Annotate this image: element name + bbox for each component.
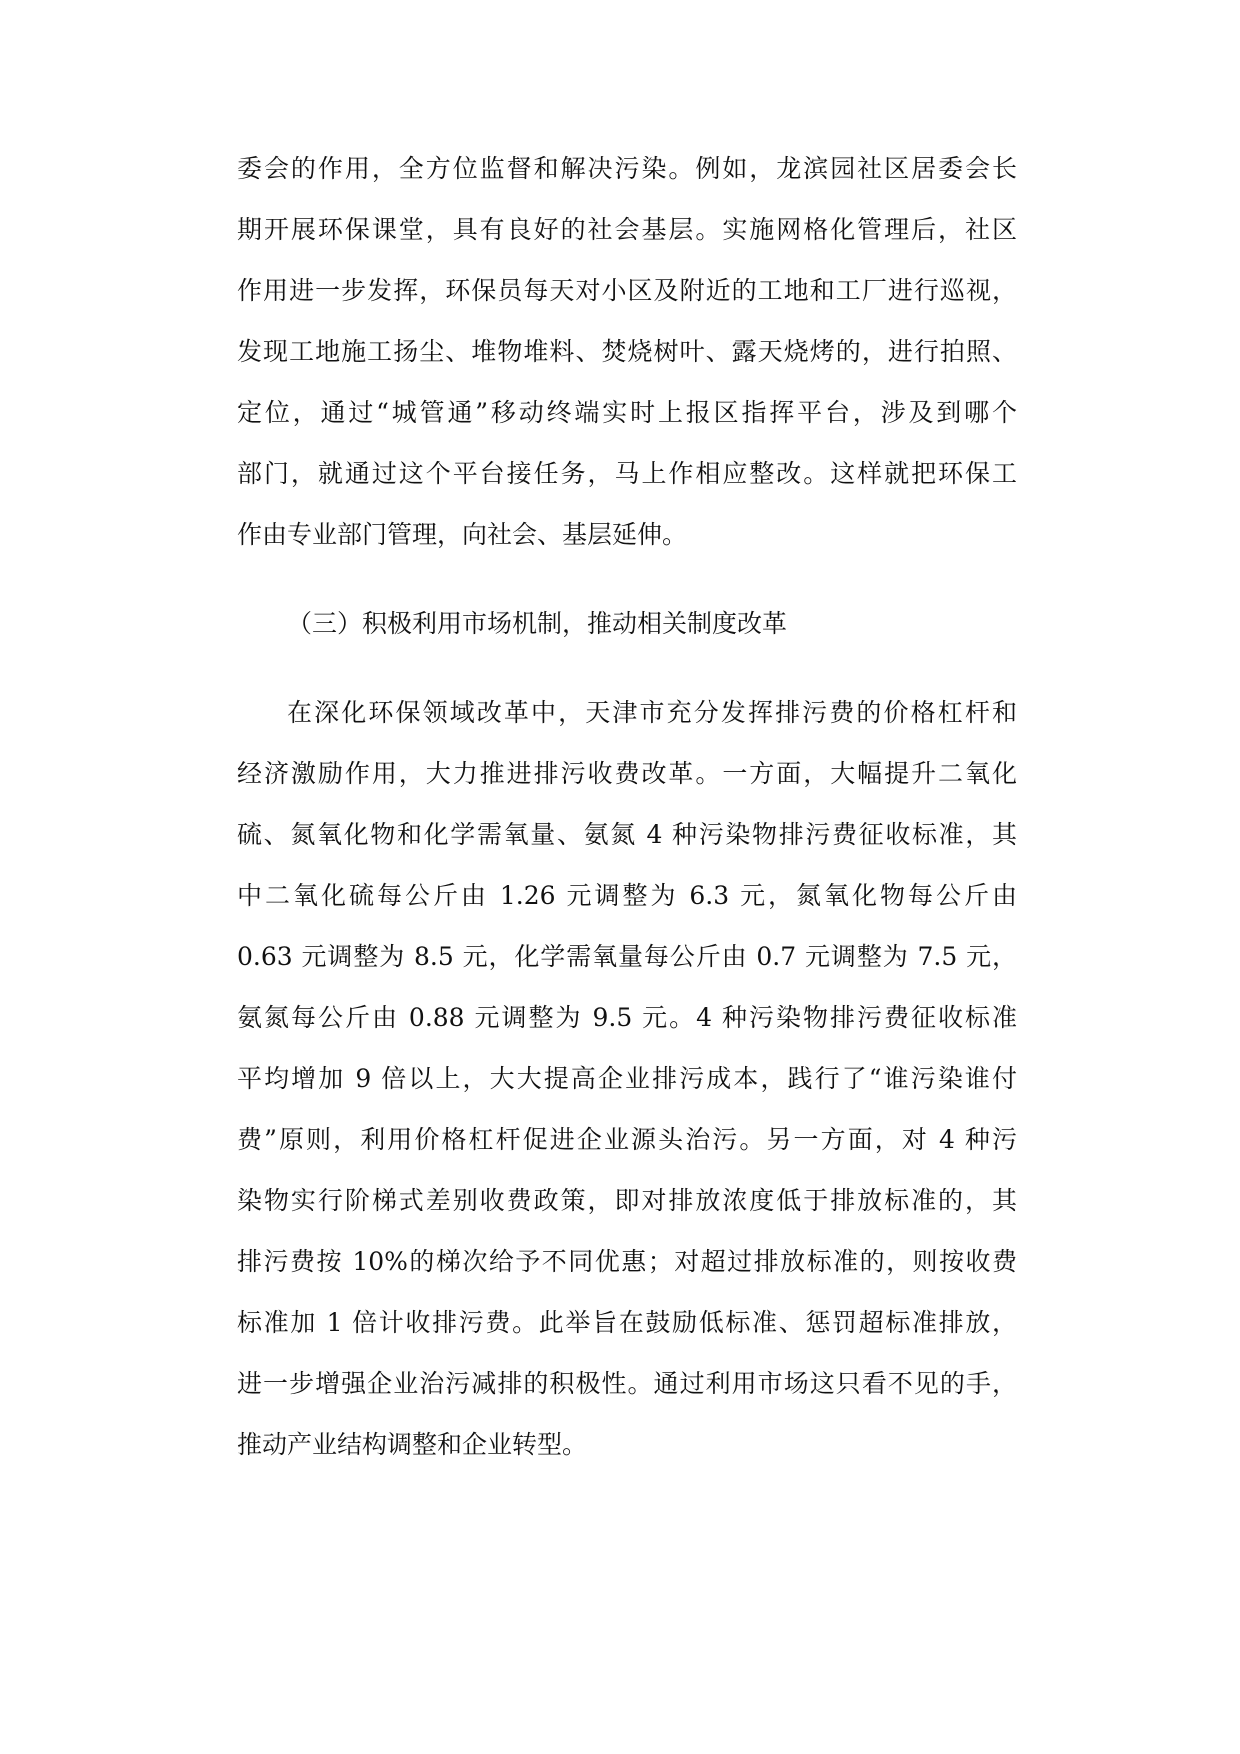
paragraph-2-line-7: 平均增加 9 倍以上，大大提高企业排污成本，践行了“谁污染谁付 bbox=[237, 1064, 1017, 1093]
paragraph-1-line-6: 部门，就通过这个平台接任务，马上作相应整改。这样就把环保工 bbox=[237, 459, 1017, 488]
paragraph-2-line-3: 硫、氮氧化物和化学需氧量、氨氮 4 种污染物排污费征收标准，其 bbox=[237, 820, 1017, 849]
paragraph-1-line-4: 发现工地施工扬尘、堆物堆料、焚烧树叶、露天烧烤的，进行拍照、 bbox=[237, 337, 1017, 366]
paragraph-2-line-6: 氨氮每公斤由 0.88 元调整为 9.5 元。4 种污染物排污费征收标准 bbox=[237, 1003, 1017, 1032]
paragraph-1-line-3: 作用进一步发挥，环保员每天对小区及附近的工地和工厂进行巡视， bbox=[237, 276, 1017, 305]
paragraph-1-line-5: 定位，通过“城管通”移动终端实时上报区指挥平台，涉及到哪个 bbox=[237, 398, 1017, 427]
paragraph-1-line-7: 作由专业部门管理，向社会、基层延伸。 bbox=[237, 520, 688, 549]
paragraph-2-line-11: 标准加 1 倍计收排污费。此举旨在鼓励低标准、惩罚超标准排放， bbox=[237, 1308, 1017, 1337]
paragraph-2-line-13: 推动产业结构调整和企业转型。 bbox=[237, 1430, 588, 1459]
paragraph-2-line-1: 在深化环保领域改革中，天津市充分发挥排污费的价格杠杆和 bbox=[287, 698, 1017, 727]
paragraph-2-line-10: 排污费按 10%的梯次给予不同优惠；对超过排放标准的，则按收费 bbox=[237, 1247, 1017, 1276]
paragraph-2-line-4: 中二氧化硫每公斤由 1.26 元调整为 6.3 元，氮氧化物每公斤由 bbox=[237, 881, 1017, 910]
paragraph-2-line-5: 0.63 元调整为 8.5 元，化学需氧量每公斤由 0.7 元调整为 7.5 元， bbox=[237, 942, 1017, 971]
paragraph-2-line-9: 染物实行阶梯式差别收费政策，即对排放浓度低于排放标准的，其 bbox=[237, 1186, 1017, 1215]
section-heading: （三）积极利用市场机制，推动相关制度改革 bbox=[287, 609, 788, 638]
paragraph-2-line-8: 费”原则，利用价格杠杆促进企业源头治污。另一方面，对 4 种污 bbox=[237, 1125, 1017, 1154]
paragraph-1-line-1: 委会的作用，全方位监督和解决污染。例如，龙滨园社区居委会长 bbox=[237, 154, 1017, 183]
paragraph-2-line-2: 经济激励作用，大力推进排污收费改革。一方面，大幅提升二氧化 bbox=[237, 759, 1017, 788]
paragraph-1-line-2: 期开展环保课堂，具有良好的社会基层。实施网格化管理后，社区 bbox=[237, 215, 1017, 244]
paragraph-2-line-12: 进一步增强企业治污减排的积极性。通过利用市场这只看不见的手， bbox=[237, 1369, 1017, 1398]
